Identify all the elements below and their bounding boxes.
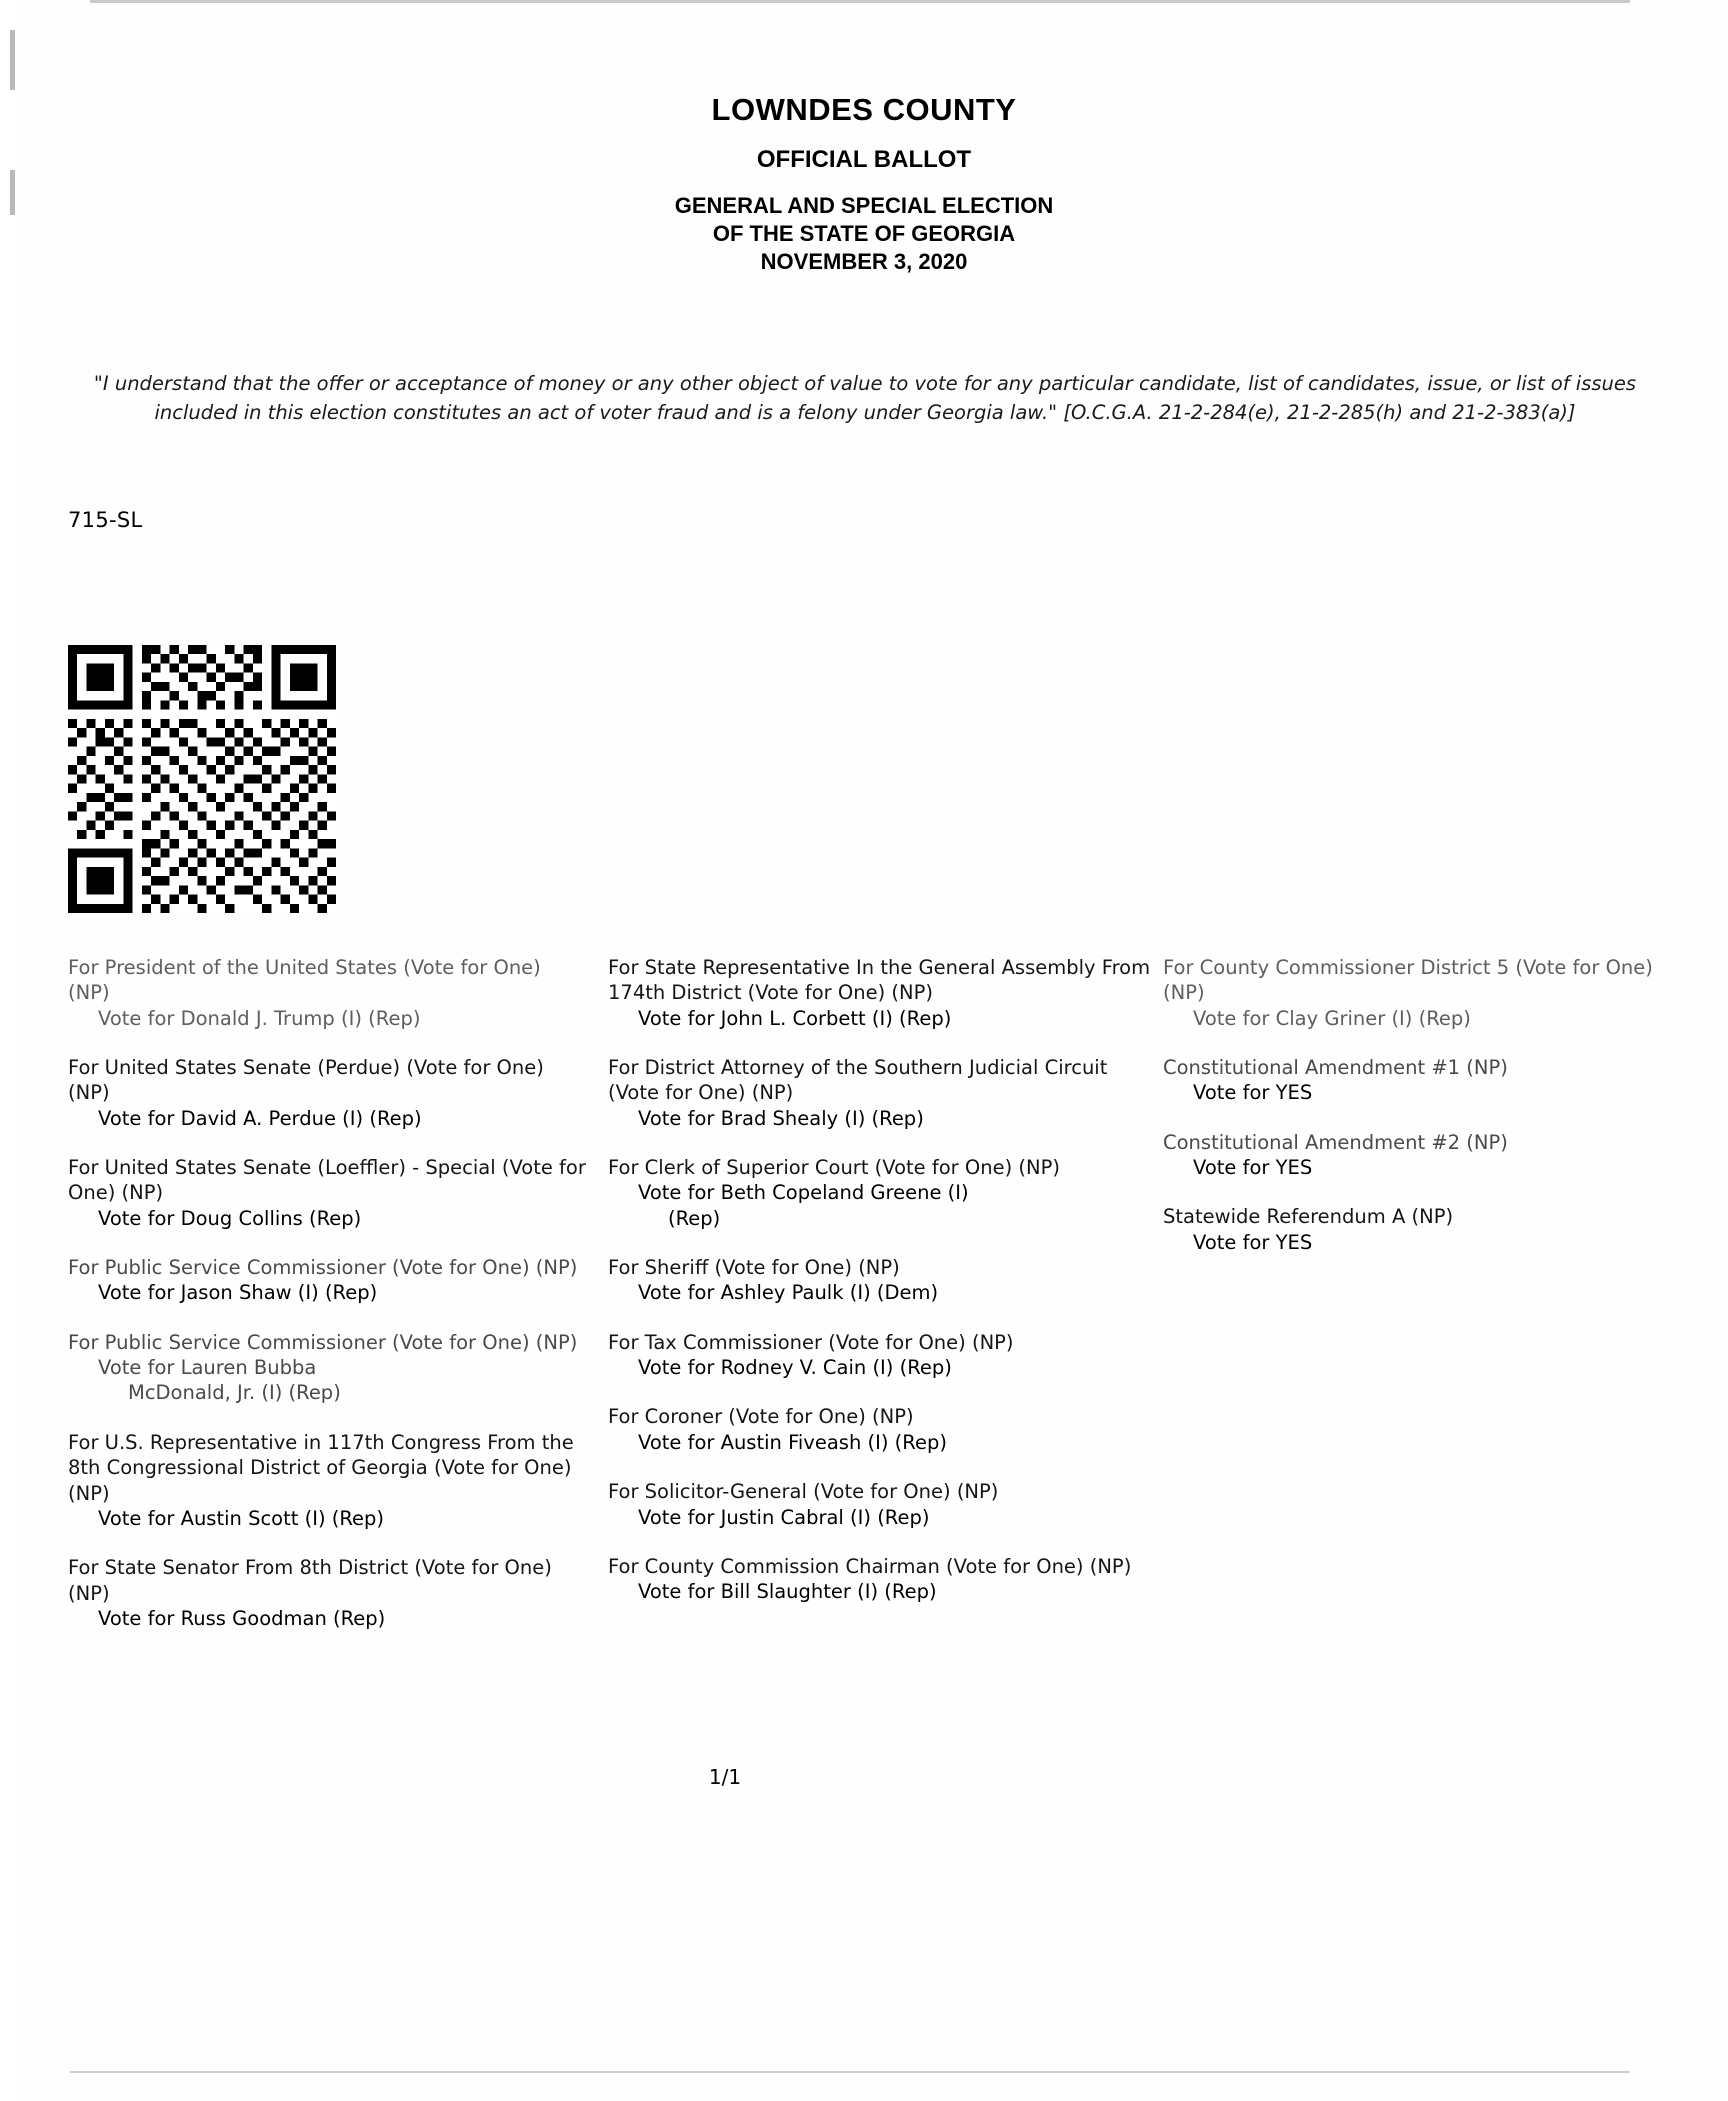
contest-county-commissioner-district-5 — [1163, 955, 1683, 1031]
election-title-line2: OF THE STATE OF GEORGIA — [712, 221, 1016, 247]
contest-column-2 — [608, 955, 1153, 1629]
contest-choice-continued: McDonald, Jr. (I) (Rep) — [128, 1381, 341, 1405]
contest-choice: Vote for Donald J. Trump (I) (Rep) — [98, 1006, 421, 1030]
ballot-style-code: 715-SL — [68, 508, 143, 532]
contest-title: For United States Senate (Loeffler) - Special (Vote for One) (NP) — [68, 1156, 586, 1205]
contest-choice: Vote for Lauren Bubba — [98, 1356, 317, 1380]
contest-title: Constitutional Amendment #1 (NP) — [1163, 1056, 1508, 1080]
ballot-header — [0, 92, 1728, 276]
contest-title: For Solicitor-General (Vote for One) (NP) — [608, 1480, 999, 1504]
contest-tax-commissioner — [608, 1330, 1153, 1381]
contest-public-service-commissioner-2 — [68, 1330, 588, 1406]
contest-title: For Clerk of Superior Court (Vote for One) (NP) — [608, 1156, 1060, 1180]
contest-title: For United States Senate (Perdue) (Vote for One) (NP) — [68, 1056, 544, 1105]
contest-choice: Vote for Ashley Paulk (I) (Dem) — [638, 1281, 939, 1305]
contest-title: For County Commissioner District 5 (Vote for One) (NP) — [1163, 956, 1653, 1005]
election-title-line1: GENERAL AND SPECIAL ELECTION — [674, 193, 1054, 218]
contest-title: For President of the United States (Vote for One) (NP) — [68, 956, 541, 1005]
official-ballot-label: OFFICIAL BALLOT — [756, 146, 972, 173]
contest-title: For District Attorney of the Southern Judicial Circuit (Vote for One) (NP) — [608, 1056, 1108, 1105]
contest-title: For Public Service Commissioner (Vote for One) (NP) — [68, 1330, 578, 1354]
contest-column-3 — [1163, 955, 1683, 1279]
scan-artifact-bottom — [70, 2071, 1630, 2073]
contest-title: For Coroner (Vote for One) (NP) — [608, 1405, 914, 1429]
contest-public-service-commissioner-1 — [68, 1255, 588, 1306]
contest-choice: Vote for YES — [1193, 1156, 1313, 1180]
contest-district-attorney — [608, 1055, 1153, 1131]
contest-choice: Vote for David A. Perdue (I) (Rep) — [98, 1106, 422, 1130]
contest-choice: Vote for Rodney V. Cain (I) (Rep) — [638, 1356, 952, 1380]
contest-solicitor-general — [608, 1479, 1153, 1530]
page-title: LOWNDES COUNTY — [711, 92, 1017, 127]
contest-choice: Vote for Bill Slaughter (I) (Rep) — [638, 1580, 937, 1604]
contest-title: For State Senator From 8th District (Vote for One) (NP) — [68, 1556, 552, 1605]
contest-title: Statewide Referendum A (NP) — [1163, 1205, 1454, 1229]
contest-choice: Vote for Brad Shealy (I) (Rep) — [638, 1106, 924, 1130]
contest-coroner — [608, 1404, 1153, 1455]
contest-choice: Vote for YES — [1193, 1081, 1313, 1105]
election-title — [0, 192, 1728, 276]
contest-us-representative-8th-district — [68, 1430, 588, 1531]
contest-choice: Vote for Austin Fiveash (I) (Rep) — [638, 1430, 947, 1454]
contest-choice: Vote for Russ Goodman (Rep) — [98, 1606, 386, 1630]
contest-title: For County Commission Chairman (Vote for One) (NP) — [608, 1554, 1132, 1578]
contest-choice: Vote for Justin Cabral (I) (Rep) — [638, 1505, 930, 1529]
contest-choice: Vote for Austin Scott (I) (Rep) — [98, 1506, 385, 1530]
scan-artifact-left-1 — [10, 30, 15, 90]
contest-choice: Vote for Clay Griner (I) (Rep) — [1193, 1006, 1471, 1030]
contest-statewide-referendum-a — [1163, 1204, 1683, 1255]
contest-state-representative-174th — [608, 955, 1153, 1031]
scan-artifact-top — [90, 0, 1630, 3]
contest-title: For Sheriff (Vote for One) (NP) — [608, 1256, 900, 1280]
contest-title: For U.S. Representative in 117th Congress From the 8th Congressional District of Georgia (Vote for One) (NP) — [68, 1430, 574, 1505]
election-date: NOVEMBER 3, 2020 — [760, 249, 968, 275]
contest-constitutional-amendment-1 — [1163, 1055, 1683, 1106]
contest-title: For State Representative In the General Assembly From 174th District (Vote for One) (NP) — [608, 956, 1151, 1005]
contest-us-senate-perdue — [68, 1055, 588, 1131]
contest-choice: Vote for John L. Corbett (I) (Rep) — [638, 1006, 952, 1030]
contest-clerk-of-superior-court — [608, 1155, 1153, 1231]
voter-fraud-oath: "I understand that the offer or acceptance of money or any other object of value to vote for any particular candidate, list of candidates, issue, or list of issues included in this election constitutes an act of voter fraud and is a felony under Georgia law." [O.C.G.A. 21-2-284(e), 21-2-285(h) and 21-2-383(a)] — [93, 372, 1637, 424]
contest-choice: Vote for Beth Copeland Greene (I) — [638, 1181, 969, 1205]
contest-us-senate-loeffler-special — [68, 1155, 588, 1231]
ballot-qr-code — [68, 645, 336, 913]
contest-choice-continued: (Rep) — [668, 1206, 721, 1230]
contest-constitutional-amendment-2 — [1163, 1130, 1683, 1181]
contest-president — [68, 955, 588, 1031]
contest-county-commission-chairman — [608, 1554, 1153, 1605]
contest-sheriff — [608, 1255, 1153, 1306]
contest-title: For Public Service Commissioner (Vote for One) (NP) — [68, 1256, 578, 1280]
contest-choice: Vote for Jason Shaw (I) (Rep) — [98, 1281, 378, 1305]
page-number: 1/1 — [708, 1765, 742, 1789]
contest-title: Constitutional Amendment #2 (NP) — [1163, 1130, 1508, 1154]
contest-state-senator-8th-district — [68, 1555, 588, 1631]
contest-title: For Tax Commissioner (Vote for One) (NP) — [608, 1330, 1014, 1354]
contest-choice: Vote for YES — [1193, 1230, 1313, 1254]
contest-choice: Vote for Doug Collins (Rep) — [98, 1206, 362, 1230]
contest-column-1 — [68, 955, 588, 1655]
